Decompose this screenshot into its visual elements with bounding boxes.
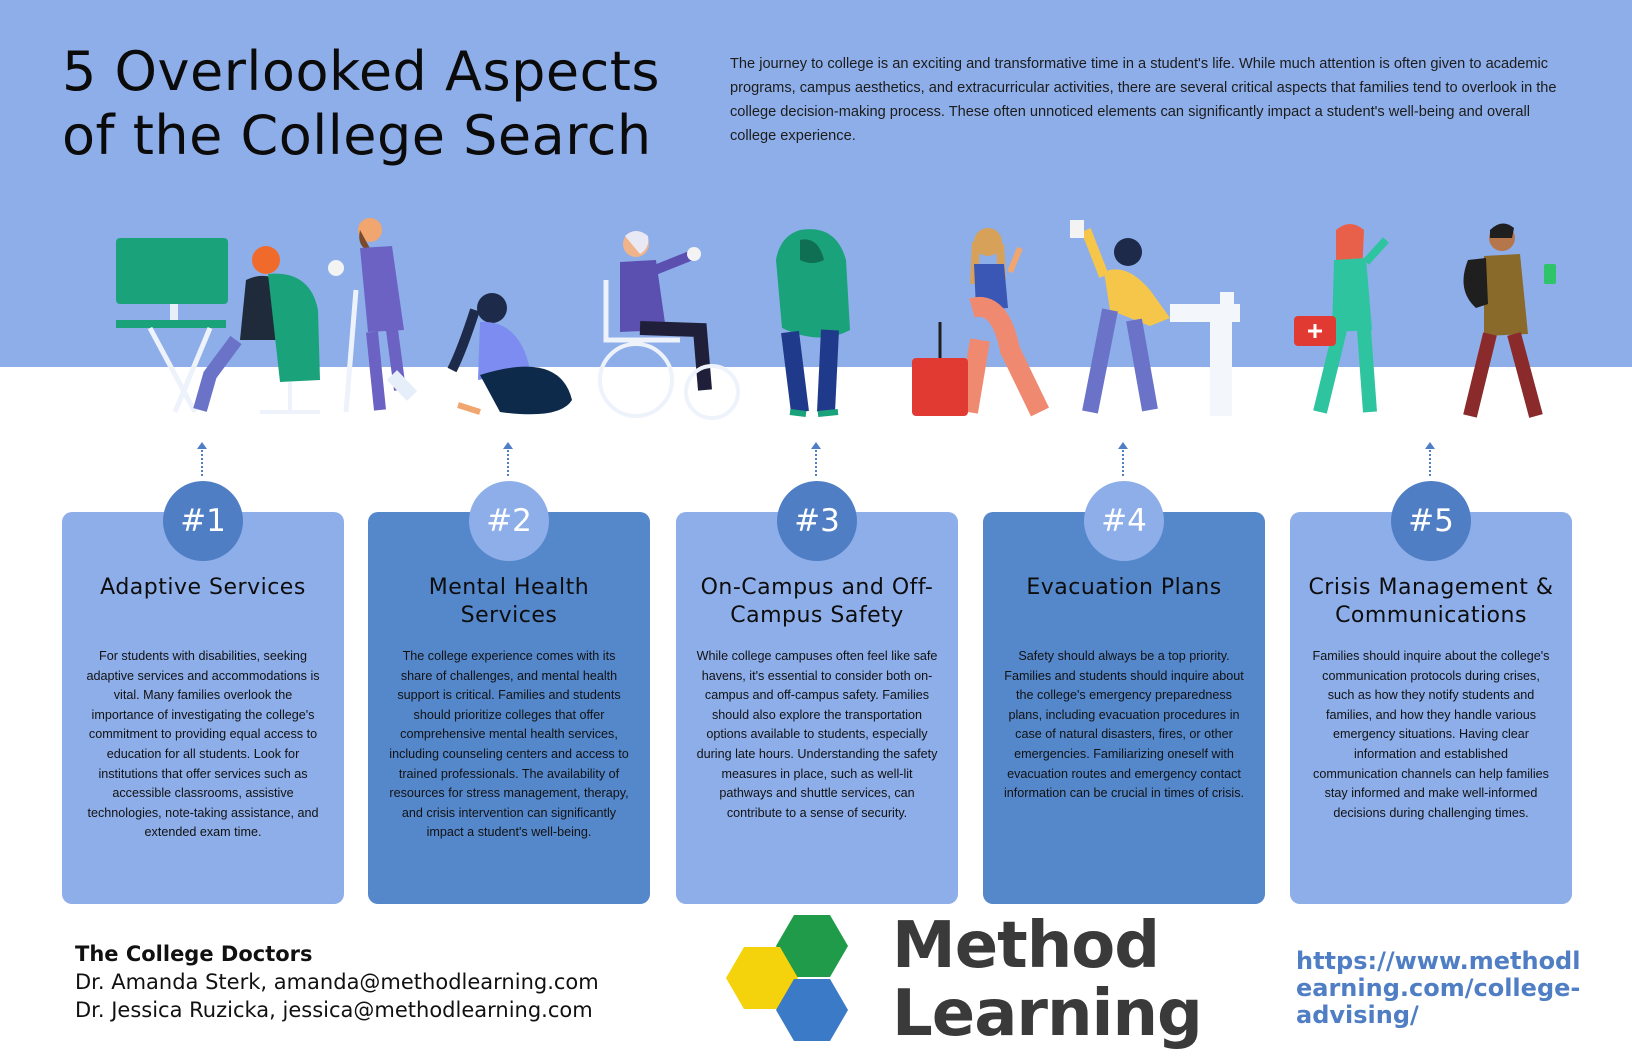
connector-arrow-5 bbox=[1428, 442, 1432, 476]
hooded-figure bbox=[776, 229, 850, 414]
card-number-badge: #3 bbox=[777, 481, 857, 561]
card-crisis-management bbox=[1290, 503, 1572, 904]
backpack-student-figure bbox=[1464, 223, 1557, 416]
contact-line-1: Dr. Amanda Sterk, amanda@methodlearning.com bbox=[75, 970, 599, 994]
sitting-woman-figure bbox=[452, 293, 572, 414]
card-title: Mental Health Services bbox=[428, 575, 590, 628]
connector-arrow-2 bbox=[506, 442, 510, 476]
people-illustration bbox=[0, 200, 1632, 460]
card-text: Families should inquire about the college's communication protocols during crises, such as how they notify students and families, and how they handle various emergency situations. Having clear information and established communication channels can help families stay informed and make well-informed decisions during challenging times. bbox=[1312, 649, 1550, 820]
organization-name: The College Doctors bbox=[75, 942, 313, 966]
computer-user-figure bbox=[116, 238, 320, 412]
suitcase-traveler-figure bbox=[912, 228, 1040, 416]
card-title: Evacuation Plans bbox=[1026, 575, 1222, 600]
card-campus-safety bbox=[676, 503, 958, 904]
crutch-user-figure bbox=[328, 218, 412, 412]
connector-arrow-3 bbox=[814, 442, 818, 476]
card-evacuation-plans bbox=[983, 503, 1265, 904]
card-number-badge: #1 bbox=[163, 481, 243, 561]
card-title: Crisis Management & Communications bbox=[1308, 575, 1554, 628]
connector-arrow-4 bbox=[1121, 442, 1125, 476]
card-number-badge: #5 bbox=[1391, 481, 1471, 561]
card-text: Safety should always be a top priority. Families and students should inquire about the college's emergency preparedness plans, including evacuation procedures in case of natural disasters, fires, or other emergencies. Familiarizing oneself with evacuation routes and emergency contact information can be crucial in times of crisis. bbox=[1003, 649, 1245, 801]
brand-line-2: Learning bbox=[892, 977, 1202, 1051]
card-text: For students with disabilities, seeking adaptive services and accommodations is vital. Many families overlook the importance of investigating the college's commitment to providing equal access to education for all students. Look for institutions that offer services such as accessible classrooms, assistive technologies, note-taking assistance, and extended exam time. bbox=[86, 649, 320, 840]
wheelchair-user-figure bbox=[600, 231, 738, 418]
card-number-badge: #2 bbox=[469, 481, 549, 561]
card-title: Adaptive Services bbox=[100, 575, 306, 600]
card-title: On-Campus and Off-Campus Safety bbox=[700, 575, 934, 628]
connector-arrow-1 bbox=[200, 442, 204, 476]
card-mental-health-services bbox=[368, 503, 650, 904]
website-link[interactable]: https://www.methodlearning.com/college-advising/ bbox=[1296, 947, 1581, 1029]
brand-wordmark bbox=[892, 909, 1202, 1051]
intro-paragraph: The journey to college is an exciting and transformative time in a student's life. While much attention is often given to academic programs, campus aesthetics, and extracurricular activities, there are several critical aspects that families tend to overlook in the college decision-making process. These often unnoticed elements can significantly impact a student's well-being and overall college experience. bbox=[730, 56, 1557, 144]
printer-user-figure bbox=[1070, 220, 1240, 416]
card-adaptive-services bbox=[62, 503, 344, 904]
contact-line-2: Dr. Jessica Ruzicka, jessica@methodlearning.com bbox=[75, 998, 593, 1022]
card-number-badge: #4 bbox=[1084, 481, 1164, 561]
card-text: The college experience comes with its share of challenges, and mental health support is critical. Families and students should prioritize colleges that offer comprehensive mental health services, including counseling centers and access to trained professionals. The availability of resources for stress management, therapy, and crisis intervention can significantly impact a student's well-being. bbox=[389, 649, 629, 840]
page-title: 5 Overlooked Aspects of the College Search bbox=[62, 40, 661, 167]
brand-line-1: Method bbox=[892, 909, 1160, 983]
medic-figure bbox=[1294, 224, 1386, 412]
card-text: While college campuses often feel like safe havens, it's essential to consider both on-campus and off-campus safety. Families should also explore the transportation options available to students, especially during late hours. Understanding the safety measures in place, such as well-lit pathways and shuttle services, can contribute to a sense of security. bbox=[696, 649, 938, 820]
contact-block bbox=[75, 940, 695, 1024]
